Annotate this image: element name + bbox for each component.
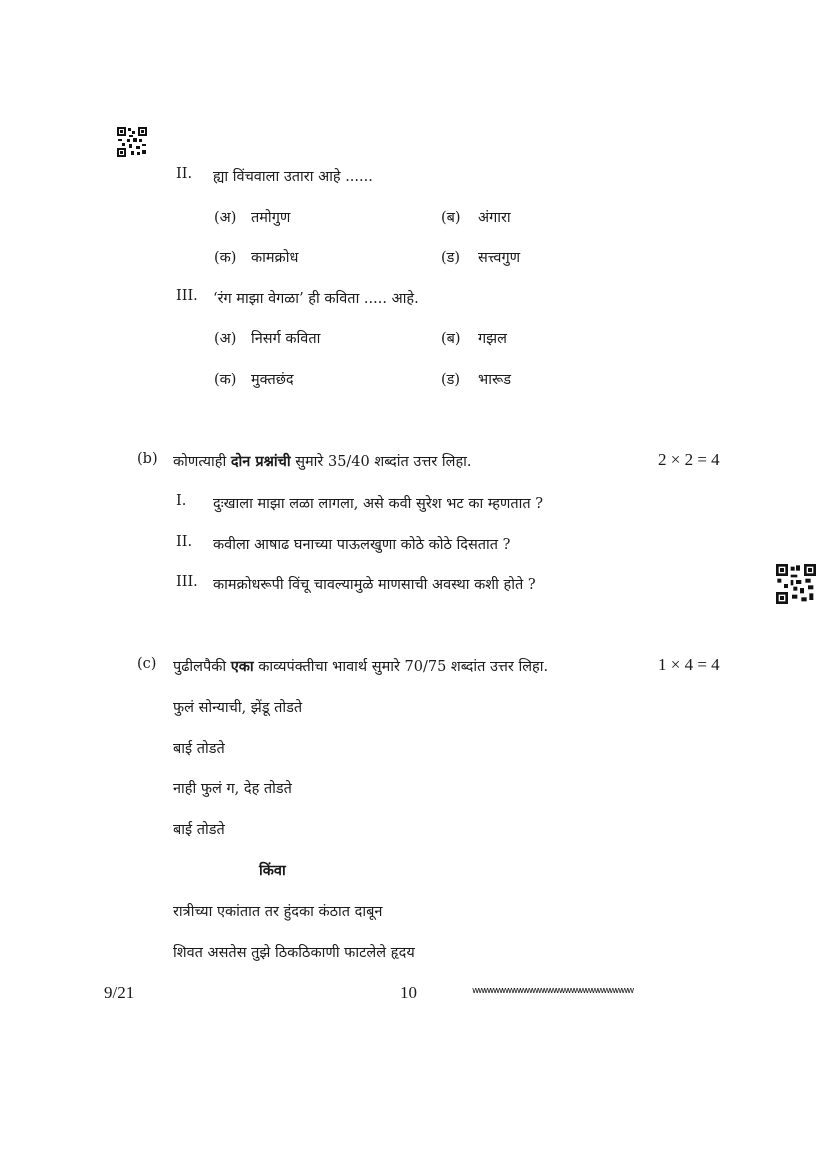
wavy-line: wwwwwwwwwwwwwwwwwwwwwwwwwww (472, 986, 633, 996)
marks: 2 × 2 = 4 (658, 450, 720, 469)
question-text: दुःखाला माझा लळा लागला, असे कवी सुरेश भट का म्हणतात ? (213, 496, 544, 512)
poem-line: शिवत असतेस तुझे ठिकठिकाणी फाटलेले हृदय (173, 945, 415, 961)
option-label: (ड) (441, 372, 461, 388)
section-instruction (173, 451, 472, 471)
question-text: कवीला आषाढ घनाच्या पाऊलखुणा कोठे कोठे दिसतात ? (213, 537, 511, 553)
option-text: गझल (478, 331, 507, 347)
option-label: (ब) (441, 331, 461, 347)
question-text: ‘रंग माझा वेगळा’ ही कविता ..... आहे. (213, 291, 419, 307)
question-number: III. (176, 288, 198, 304)
section-label: (b) (137, 451, 158, 467)
question-number: III. (176, 574, 198, 590)
question-number: I. (176, 493, 187, 509)
option-text: सत्त्वगुण (478, 250, 521, 266)
section-label: (c) (137, 656, 157, 672)
marks: 1 × 4 = 4 (658, 655, 720, 674)
instruction-post: सुमारे 35/40 शब्दांत उत्तर लिहा. (295, 454, 472, 470)
instruction-pre: पुढीलपैकी (173, 659, 227, 675)
option-text: निसर्ग कविता (251, 331, 321, 347)
option-label: (अ) (214, 210, 237, 226)
option-label: (अ) (214, 331, 237, 347)
poem-line: बाई तोडते (173, 741, 225, 757)
option-label: (ब) (441, 210, 461, 226)
option-label: (क) (214, 372, 237, 388)
instruction-emphasis: एका (230, 658, 254, 675)
question-text: कामक्रोधरूपी विंचू चावल्यामुळे माणसाची अवस्था कशी होते ? (213, 577, 536, 593)
page-number: 10 (400, 983, 417, 1002)
option-text: कामक्रोध (251, 250, 299, 266)
section-instruction (173, 656, 548, 676)
option-label: (ड) (441, 250, 461, 266)
qr-code-right-margin (776, 564, 816, 604)
poem-line: बाई तोडते (173, 822, 225, 838)
instruction-post: काव्यपंक्तीचा भावार्थ सुमारे 70/75 शब्दांत उत्तर लिहा. (258, 659, 549, 675)
qr-code-top-left (117, 127, 147, 157)
instruction-emphasis: दोन प्रश्नांची (230, 453, 291, 470)
option-text: अंगारा (478, 210, 511, 226)
option-text: भारूड (478, 372, 511, 388)
or-separator: किंवा (259, 862, 286, 879)
instruction-pre: कोणत्याही (173, 454, 227, 470)
paper-code: 9/21 (104, 983, 135, 1002)
question-number: II. (176, 166, 193, 182)
poem-line: नाही फुलं ग, देह तोडते (173, 781, 292, 797)
option-text: तमोगुण (251, 210, 291, 226)
question-text: ह्या विंचवाला उतारा आहे ...... (213, 169, 373, 185)
option-label: (क) (214, 250, 237, 266)
option-text: मुक्तछंद (251, 372, 294, 388)
poem-line: रात्रीच्या एकांतात तर हुंदका कंठात दाबून (173, 904, 383, 920)
poem-line: फुलं सोन्याची, झेंडू तोडते (173, 700, 303, 716)
question-number: II. (176, 534, 193, 550)
